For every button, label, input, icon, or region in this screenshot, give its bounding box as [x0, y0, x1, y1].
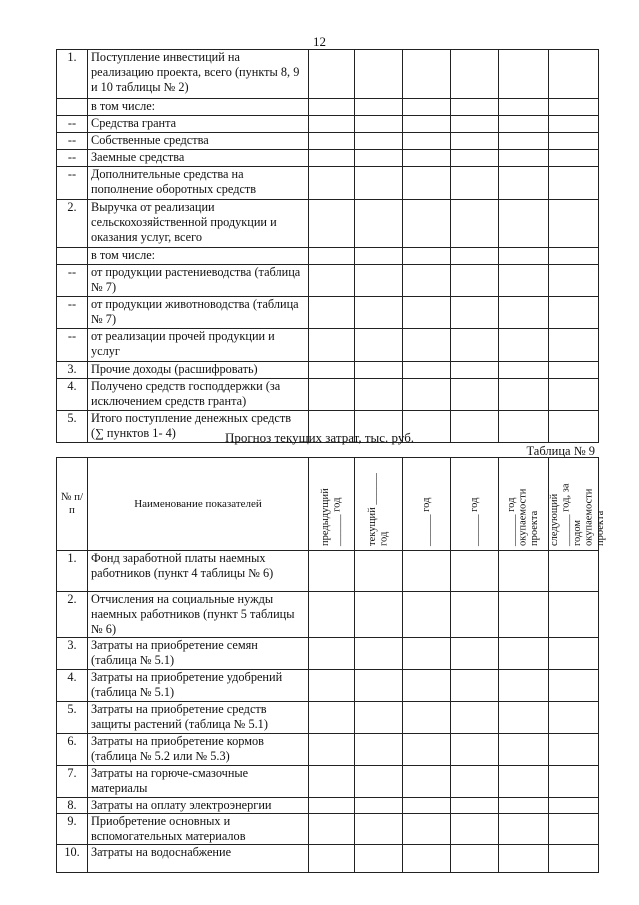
value-cell — [355, 248, 403, 265]
value-cell — [549, 702, 599, 734]
table-row — [57, 50, 599, 99]
table-label: Таблица № 9 — [526, 444, 595, 458]
value-cell — [355, 379, 403, 411]
table-row — [57, 551, 599, 592]
row-number: 6. — [57, 734, 88, 766]
row-number: -- — [57, 150, 88, 167]
table-row — [57, 150, 599, 167]
value-cell — [549, 734, 599, 766]
value-cell — [403, 702, 451, 734]
value-cell — [499, 551, 549, 592]
value-cell — [549, 200, 599, 248]
value-cell — [549, 551, 599, 592]
row-number: 4. — [57, 379, 88, 411]
value-cell — [309, 297, 355, 329]
value-cell — [403, 297, 451, 329]
value-cell — [309, 362, 355, 379]
value-cell — [355, 551, 403, 592]
value-cell — [403, 116, 451, 133]
row-label: Затраты на горюче-смазочные материалы — [88, 766, 309, 798]
table-row — [57, 248, 599, 265]
value-cell — [355, 329, 403, 362]
value-cell — [309, 265, 355, 297]
value-cell — [403, 638, 451, 670]
table-row — [57, 798, 599, 814]
row-number: -- — [57, 265, 88, 297]
row-label: Отчисления на социальные нужды наемных работников (пункт 5 таблицы № 6) — [88, 592, 309, 638]
value-cell — [309, 766, 355, 798]
table-row — [57, 766, 599, 798]
value-cell — [549, 133, 599, 150]
value-cell — [451, 265, 499, 297]
row-number: 4. — [57, 670, 88, 702]
value-cell — [549, 845, 599, 873]
value-cell — [355, 133, 403, 150]
value-cell — [309, 638, 355, 670]
row-number: 8. — [57, 798, 88, 814]
value-cell — [355, 670, 403, 702]
row-number — [57, 99, 88, 116]
value-cell — [499, 265, 549, 297]
row-label: Получено средств господдержки (за исключением средств гранта) — [88, 379, 309, 411]
value-cell — [309, 248, 355, 265]
row-label: от продукции растениеводства (таблица № 7) — [88, 265, 309, 297]
value-cell — [549, 362, 599, 379]
value-cell — [549, 638, 599, 670]
value-cell — [451, 845, 499, 873]
value-cell — [309, 734, 355, 766]
value-cell — [309, 798, 355, 814]
row-label: Затраты на водоснабжение — [88, 845, 309, 873]
row-label: Затраты на оплату электроэнергии — [88, 798, 309, 814]
value-cell — [499, 845, 549, 873]
value-cell — [309, 116, 355, 133]
table-row — [57, 167, 599, 200]
cash-receipts-table — [56, 49, 599, 443]
value-cell — [451, 99, 499, 116]
value-cell — [309, 379, 355, 411]
value-cell — [403, 766, 451, 798]
value-cell — [309, 50, 355, 99]
value-cell — [499, 99, 549, 116]
row-label: Поступление инвестиций на реализацию проекта, всего (пункты 8, 9 и 10 таблицы № 2) — [88, 50, 309, 99]
row-number: -- — [57, 133, 88, 150]
value-cell — [451, 734, 499, 766]
value-cell — [355, 734, 403, 766]
value-cell — [499, 592, 549, 638]
value-cell — [309, 702, 355, 734]
value-cell — [309, 329, 355, 362]
table-header-row — [57, 458, 599, 551]
value-cell — [403, 167, 451, 200]
row-number: 1. — [57, 50, 88, 99]
row-label: Выручка от реализации сельскохозяйственной продукции и оказания услуг, всего — [88, 200, 309, 248]
value-cell — [355, 150, 403, 167]
value-cell — [355, 592, 403, 638]
header-name: Наименование показателей — [88, 458, 309, 551]
value-cell — [451, 167, 499, 200]
value-cell — [451, 50, 499, 99]
table-row — [57, 734, 599, 766]
value-cell — [549, 297, 599, 329]
header-col-3: ______ год — [420, 497, 432, 546]
value-cell — [309, 150, 355, 167]
value-cell — [309, 670, 355, 702]
table-row — [57, 200, 599, 248]
value-cell — [499, 798, 549, 814]
value-cell — [451, 248, 499, 265]
value-cell — [355, 50, 403, 99]
value-cell — [499, 379, 549, 411]
value-cell — [499, 362, 549, 379]
value-cell — [403, 248, 451, 265]
value-cell — [355, 845, 403, 873]
row-label: Прочие доходы (расшифровать) — [88, 362, 309, 379]
value-cell — [549, 766, 599, 798]
value-cell — [499, 167, 549, 200]
value-cell — [451, 798, 499, 814]
row-label: Затраты на приобретение семян (таблица № 5.1) — [88, 638, 309, 670]
header-col-1: предыдущий ______ год — [320, 488, 343, 546]
value-cell — [403, 592, 451, 638]
value-cell — [403, 798, 451, 814]
value-cell — [451, 379, 499, 411]
value-cell — [403, 845, 451, 873]
value-cell — [309, 133, 355, 150]
value-cell — [549, 99, 599, 116]
row-number: -- — [57, 116, 88, 133]
row-number: 3. — [57, 638, 88, 670]
table-row — [57, 670, 599, 702]
table-row — [57, 814, 599, 845]
value-cell — [403, 265, 451, 297]
row-number: -- — [57, 167, 88, 200]
row-label: в том числе: — [88, 99, 309, 116]
row-label: Фонд заработной платы наемных работников (пункт 4 таблицы № 6) — [88, 551, 309, 592]
value-cell — [499, 329, 549, 362]
value-cell — [451, 702, 499, 734]
table-row — [57, 379, 599, 411]
value-cell — [499, 766, 549, 798]
row-number: 9. — [57, 814, 88, 845]
table-row — [57, 116, 599, 133]
value-cell — [499, 297, 549, 329]
value-cell — [355, 297, 403, 329]
table-row — [57, 133, 599, 150]
value-cell — [403, 200, 451, 248]
value-cell — [309, 592, 355, 638]
value-cell — [499, 200, 549, 248]
value-cell — [451, 551, 499, 592]
row-number: 7. — [57, 766, 88, 798]
value-cell — [451, 592, 499, 638]
value-cell — [499, 50, 549, 99]
value-cell — [309, 200, 355, 248]
value-cell — [499, 702, 549, 734]
value-cell — [499, 150, 549, 167]
value-cell — [549, 798, 599, 814]
header-col-5: ______ год окупаемости проекта — [506, 488, 541, 546]
value-cell — [499, 638, 549, 670]
value-cell — [451, 133, 499, 150]
value-cell — [451, 814, 499, 845]
value-cell — [403, 133, 451, 150]
value-cell — [355, 265, 403, 297]
value-cell — [549, 150, 599, 167]
value-cell — [499, 248, 549, 265]
value-cell — [355, 167, 403, 200]
value-cell — [499, 116, 549, 133]
value-cell — [355, 814, 403, 845]
table-row — [57, 99, 599, 116]
value-cell — [451, 670, 499, 702]
row-label: Приобретение основных и вспомогательных материалов — [88, 814, 309, 845]
value-cell — [355, 638, 403, 670]
value-cell — [451, 200, 499, 248]
row-number: 5. — [57, 702, 88, 734]
value-cell — [549, 248, 599, 265]
value-cell — [355, 362, 403, 379]
value-cell — [309, 845, 355, 873]
value-cell — [549, 116, 599, 133]
value-cell — [451, 116, 499, 133]
value-cell — [549, 379, 599, 411]
row-label: Затраты на приобретение удобрений (таблица № 5.1) — [88, 670, 309, 702]
value-cell — [355, 766, 403, 798]
value-cell — [309, 814, 355, 845]
value-cell — [549, 592, 599, 638]
row-label: от реализации прочей продукции и услуг — [88, 329, 309, 362]
row-label: Собственные средства — [88, 133, 309, 150]
value-cell — [499, 670, 549, 702]
header-col-2: текущий ______ год — [367, 473, 390, 546]
value-cell — [403, 150, 451, 167]
value-cell — [549, 814, 599, 845]
table-row — [57, 329, 599, 362]
value-cell — [451, 766, 499, 798]
value-cell — [451, 329, 499, 362]
row-label: Дополнительные средства на пополнение оборотных средств — [88, 167, 309, 200]
header-num: № п/п — [57, 458, 88, 551]
value-cell — [355, 99, 403, 116]
value-cell — [451, 297, 499, 329]
row-label: Затраты на приобретение кормов (таблица № 5.2 или № 5.3) — [88, 734, 309, 766]
value-cell — [499, 133, 549, 150]
row-label: в том числе: — [88, 248, 309, 265]
value-cell — [451, 638, 499, 670]
row-number: 1. — [57, 551, 88, 592]
value-cell — [355, 116, 403, 133]
row-number: 3. — [57, 362, 88, 379]
value-cell — [309, 167, 355, 200]
row-number: 5. — [57, 411, 88, 443]
value-cell — [499, 814, 549, 845]
row-label: Средства гранта — [88, 116, 309, 133]
value-cell — [549, 265, 599, 297]
value-cell — [549, 329, 599, 362]
table-caption: Прогноз текущих затрат, тыс. руб. — [224, 430, 415, 445]
value-cell — [403, 814, 451, 845]
value-cell — [403, 734, 451, 766]
value-cell — [403, 50, 451, 99]
value-cell — [403, 379, 451, 411]
value-cell — [403, 551, 451, 592]
row-label: от продукции животноводства (таблица № 7) — [88, 297, 309, 329]
row-number — [57, 248, 88, 265]
current-costs-table — [56, 457, 606, 873]
table-row — [57, 702, 599, 734]
value-cell — [549, 670, 599, 702]
row-number: -- — [57, 329, 88, 362]
value-cell — [451, 362, 499, 379]
value-cell — [309, 551, 355, 592]
value-cell — [403, 329, 451, 362]
value-cell — [309, 99, 355, 116]
table-row — [57, 592, 599, 638]
row-number: 2. — [57, 200, 88, 248]
value-cell — [499, 734, 549, 766]
table-row — [57, 265, 599, 297]
value-cell — [403, 99, 451, 116]
table-row — [57, 297, 599, 329]
table-row — [57, 638, 599, 670]
value-cell — [451, 150, 499, 167]
row-number: 10. — [57, 845, 88, 873]
value-cell — [355, 200, 403, 248]
table-row — [57, 845, 599, 873]
value-cell — [355, 798, 403, 814]
value-cell — [549, 167, 599, 200]
value-cell — [403, 362, 451, 379]
row-label: Затраты на приобретение средств защиты растений (таблица № 5.1) — [88, 702, 309, 734]
row-label: Заемные средства — [88, 150, 309, 167]
table-row — [57, 362, 599, 379]
value-cell — [355, 702, 403, 734]
page-number: 12 — [313, 34, 326, 49]
header-col-6: следующий ______ год, за годом окупаемости проекта — [549, 483, 606, 546]
row-number: -- — [57, 297, 88, 329]
row-label: Итого поступление денежных средств (∑ пунктов 1- 4) — [88, 411, 309, 443]
value-cell — [403, 670, 451, 702]
header-col-4: ______ год — [468, 497, 480, 546]
value-cell — [549, 50, 599, 99]
row-number: 2. — [57, 592, 88, 638]
